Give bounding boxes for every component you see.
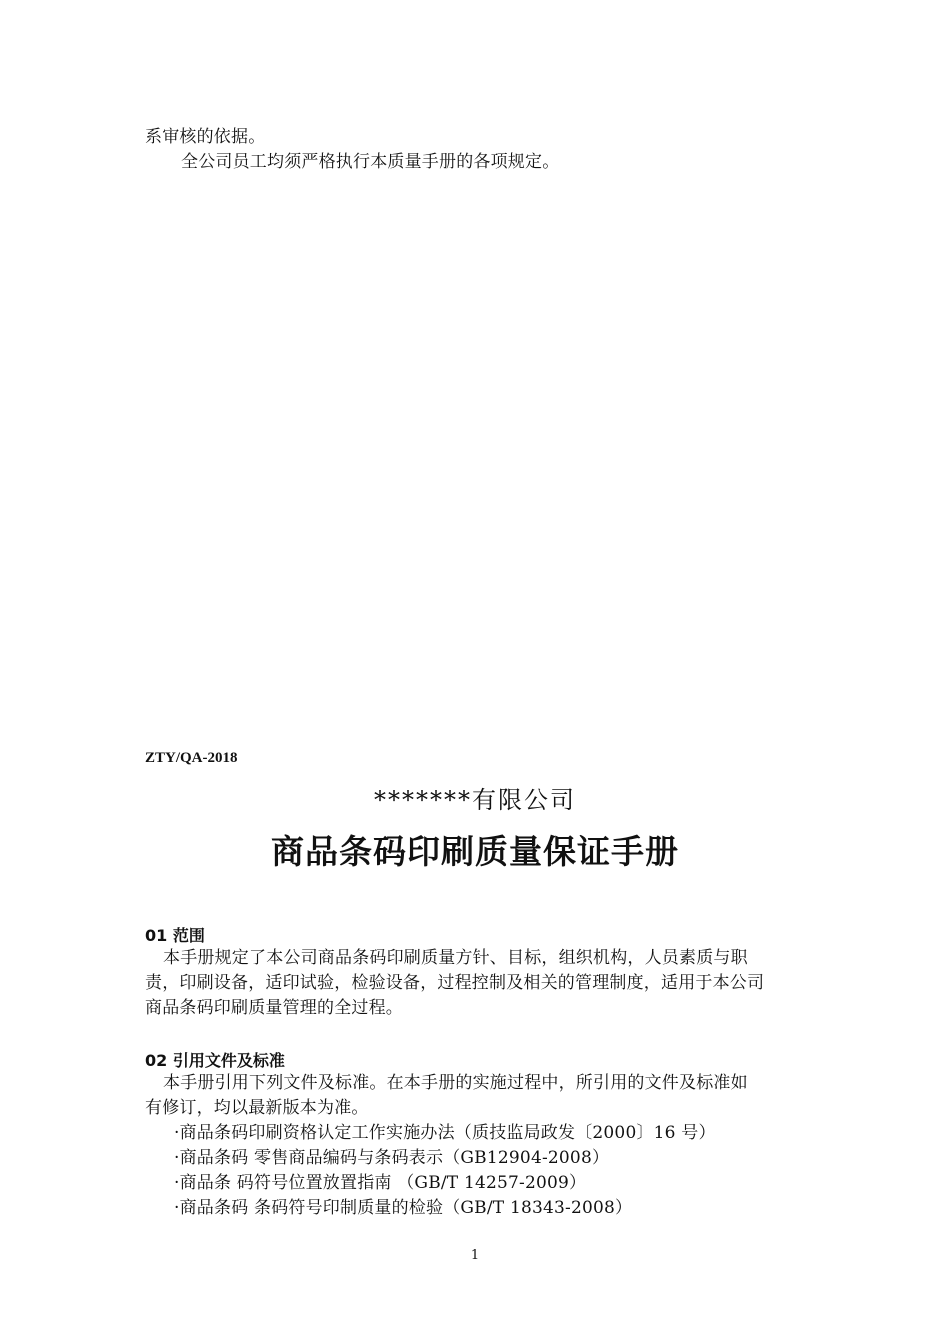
reference-item: ·商品条码印刷资格认定工作实施办法（质技监局政发〔2000〕16 号） — [174, 1123, 716, 1143]
paragraph-line: 有修订，均以最新版本为准。 — [145, 1098, 369, 1118]
paragraph-line: 本手册规定了本公司商品条码印刷质量方针、目标，组织机构，人员素质与职 — [163, 948, 748, 968]
reference-item: ·商品条码 零售商品编码与条码表示（GB12904-2008） — [174, 1148, 610, 1168]
manual-title: 商品条码印刷质量保证手册 — [271, 832, 679, 871]
company-name: *******有限公司 — [374, 786, 576, 814]
paragraph-line: 商品条码印刷质量管理的全过程。 — [145, 998, 403, 1018]
reference-item: ·商品条 码符号位置放置指南 （GB/T 14257-2009） — [174, 1173, 587, 1193]
reference-item: ·商品条码 条码符号印制质量的检验（GB/T 18343-2008） — [174, 1198, 633, 1218]
paragraph-line: 全公司员工均须严格执行本质量手册的各项规定。 — [181, 152, 560, 172]
page-number: 1 — [470, 1248, 480, 1263]
section-heading-scope: 01 范围 — [145, 926, 205, 945]
document-code: ZTY/QA-2018 — [145, 750, 238, 766]
paragraph-line: 责，印刷设备，适印试验，检验设备，过程控制及相关的管理制度，适用于本公司 — [145, 973, 765, 993]
section-heading-references: 02 引用文件及标准 — [145, 1051, 285, 1070]
paragraph-line: 系审核的依据。 — [145, 127, 266, 147]
paragraph-line: 本手册引用下列文件及标准。在本手册的实施过程中，所引用的文件及标准如 — [163, 1073, 748, 1093]
